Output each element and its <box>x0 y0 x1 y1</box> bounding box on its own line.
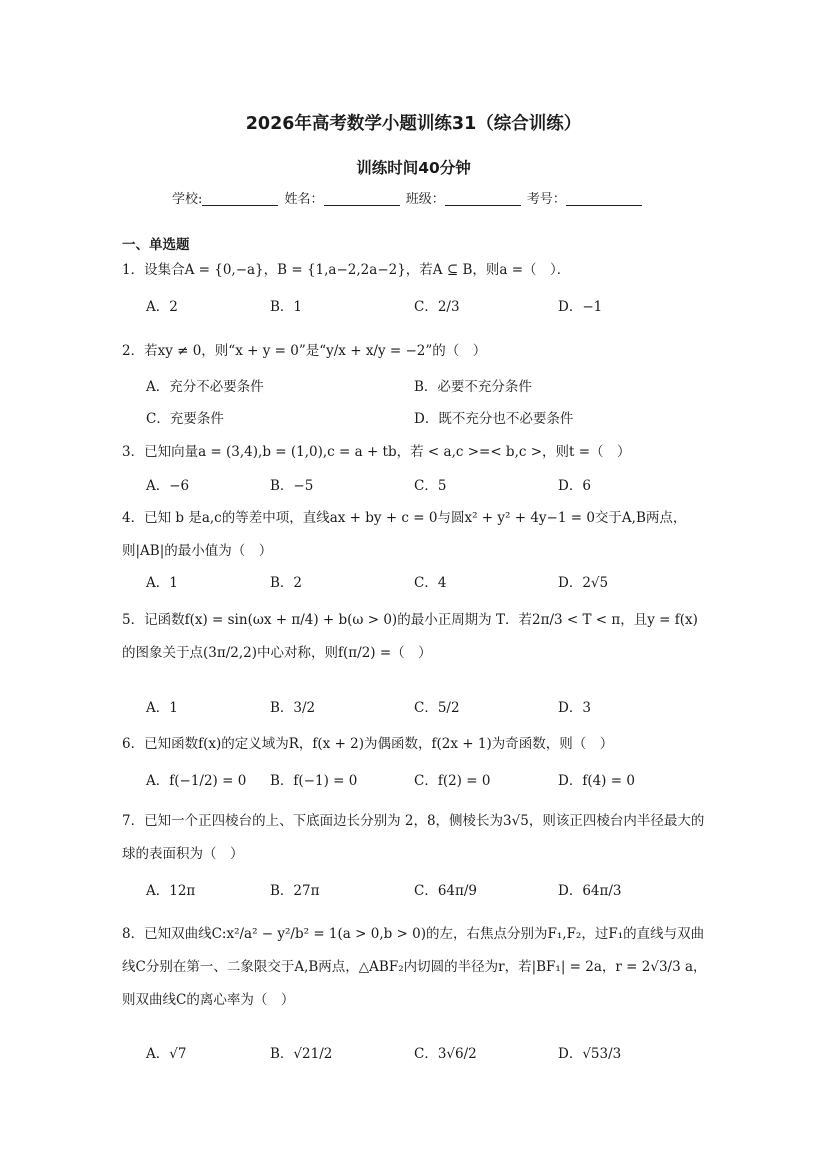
option-b[interactable]: B．1 <box>270 299 303 315</box>
question-4-stem: 4．已知 b 是a,c的等差中项，直线ax + by + c = 0与圆x² + y² + 4y−1 = 0交于A,B两点，则|AB|的最小值为（ ） <box>122 510 687 559</box>
class-label: 班级： <box>405 192 445 207</box>
option-a[interactable]: A．1 <box>146 700 178 716</box>
question-7-stem: 7．已知一个正四棱台的上、下底面边长分别为 2，8，侧棱长为3√5，则该正四棱台内半径最大的球的表面积为（ ） <box>122 813 705 862</box>
question-5-stem: 5．记函数f(x) = sin(ωx + π/4) + b(ω > 0)的最小正周期为 T．若2π/3 < T < π，且y = f(x)的图象关于点(3π/2,2)中心对称，则f(π/2) =（ ） <box>122 612 698 661</box>
option-c[interactable]: C．5 <box>414 478 447 494</box>
option-d[interactable]: D．f(4) = 0 <box>558 773 635 789</box>
option-b[interactable]: B．−5 <box>270 478 314 494</box>
question-1-stem: 1．设集合A = {0,−a}，B = {1,a−2,2a−2}，若A ⊆ B，则a =（ ）． <box>122 262 571 278</box>
option-c[interactable]: C．充要条件 <box>146 411 224 427</box>
option-b[interactable]: B．f(−1) = 0 <box>270 773 358 789</box>
option-c[interactable]: C．5/2 <box>414 700 460 716</box>
question-7-options <box>146 881 706 901</box>
option-a[interactable]: A．−6 <box>146 478 190 494</box>
question-4-options <box>146 573 706 593</box>
question-2-stem: 2．若xy ≠ 0，则“x + y = 0”是“y/x + x/y = −2”的（ ） <box>122 343 487 359</box>
question-6-options <box>146 771 706 791</box>
question-3-stem: 3．已知向量a = (3,4),b = (1,0),c = a + tb，若 < a,c >=< b,c >，则t =（ ） <box>122 444 631 460</box>
exam-number-label: 考号： <box>526 192 566 207</box>
option-a[interactable]: A．充分不必要条件 <box>146 379 264 395</box>
option-a[interactable]: A．√7 <box>146 1046 187 1062</box>
question-2-options-row2 <box>146 409 706 429</box>
name-label: 姓名： <box>284 192 324 207</box>
question-2-options-row1 <box>146 377 706 397</box>
option-c[interactable]: C．4 <box>414 575 447 591</box>
option-d[interactable]: D．−1 <box>558 299 603 315</box>
section-heading: 一、单选题 <box>122 237 190 253</box>
option-d[interactable]: D．6 <box>558 478 591 494</box>
option-c[interactable]: C．2/3 <box>414 299 460 315</box>
exam-title: 2026年高考数学小题训练31（综合训练） <box>245 114 582 134</box>
option-c[interactable]: C．f(2) = 0 <box>414 773 491 789</box>
option-b[interactable]: B．必要不充分条件 <box>414 379 532 395</box>
question-5-options <box>146 698 706 718</box>
option-d[interactable]: D．既不充分也不必要条件 <box>414 411 574 427</box>
exam-subtitle: 训练时间40分钟 <box>356 159 471 177</box>
school-label: 学校: <box>172 192 203 207</box>
question-1-options <box>146 297 706 317</box>
option-d[interactable]: D．√53/3 <box>558 1046 622 1062</box>
option-d[interactable]: D．3 <box>558 700 591 716</box>
exam-number-blank[interactable] <box>566 191 642 206</box>
option-b[interactable]: B．27π <box>270 883 320 899</box>
option-b[interactable]: B．√21/2 <box>270 1046 333 1062</box>
class-blank[interactable] <box>445 191 521 206</box>
question-8-stem: 8．已知双曲线C:x²/a² − y²/b² = 1(a > 0,b > 0)的左，右焦点分别为F₁,F₂，过F₁的直线与双曲线C分别在第一、二象限交于A,B两点，△ABF₂内切圆的半径为r，若|BF₁| = 2a，r = 2√3/3 a，则双曲线C的离心率为（ ） <box>122 926 707 1008</box>
question-6-stem: 6．已知函数f(x)的定义域为R，f(x + 2)为偶函数，f(2x + 1)为奇函数，则（ ） <box>122 736 614 752</box>
option-d[interactable]: D．64π/3 <box>558 883 622 899</box>
option-c[interactable]: C．64π/9 <box>414 883 478 899</box>
option-c[interactable]: C．3√6/2 <box>414 1046 477 1062</box>
question-3-options <box>146 476 706 496</box>
school-blank[interactable] <box>202 191 278 206</box>
option-d[interactable]: D．2√5 <box>558 575 609 591</box>
name-blank[interactable] <box>324 191 400 206</box>
option-b[interactable]: B．3/2 <box>270 700 316 716</box>
option-a[interactable]: A．12π <box>146 883 196 899</box>
student-info-line <box>172 188 644 207</box>
option-b[interactable]: B．2 <box>270 575 303 591</box>
option-a[interactable]: A．1 <box>146 575 178 591</box>
question-8-options <box>146 1044 706 1064</box>
option-a[interactable]: A．f(−1/2) = 0 <box>146 773 247 789</box>
option-a[interactable]: A．2 <box>146 299 178 315</box>
